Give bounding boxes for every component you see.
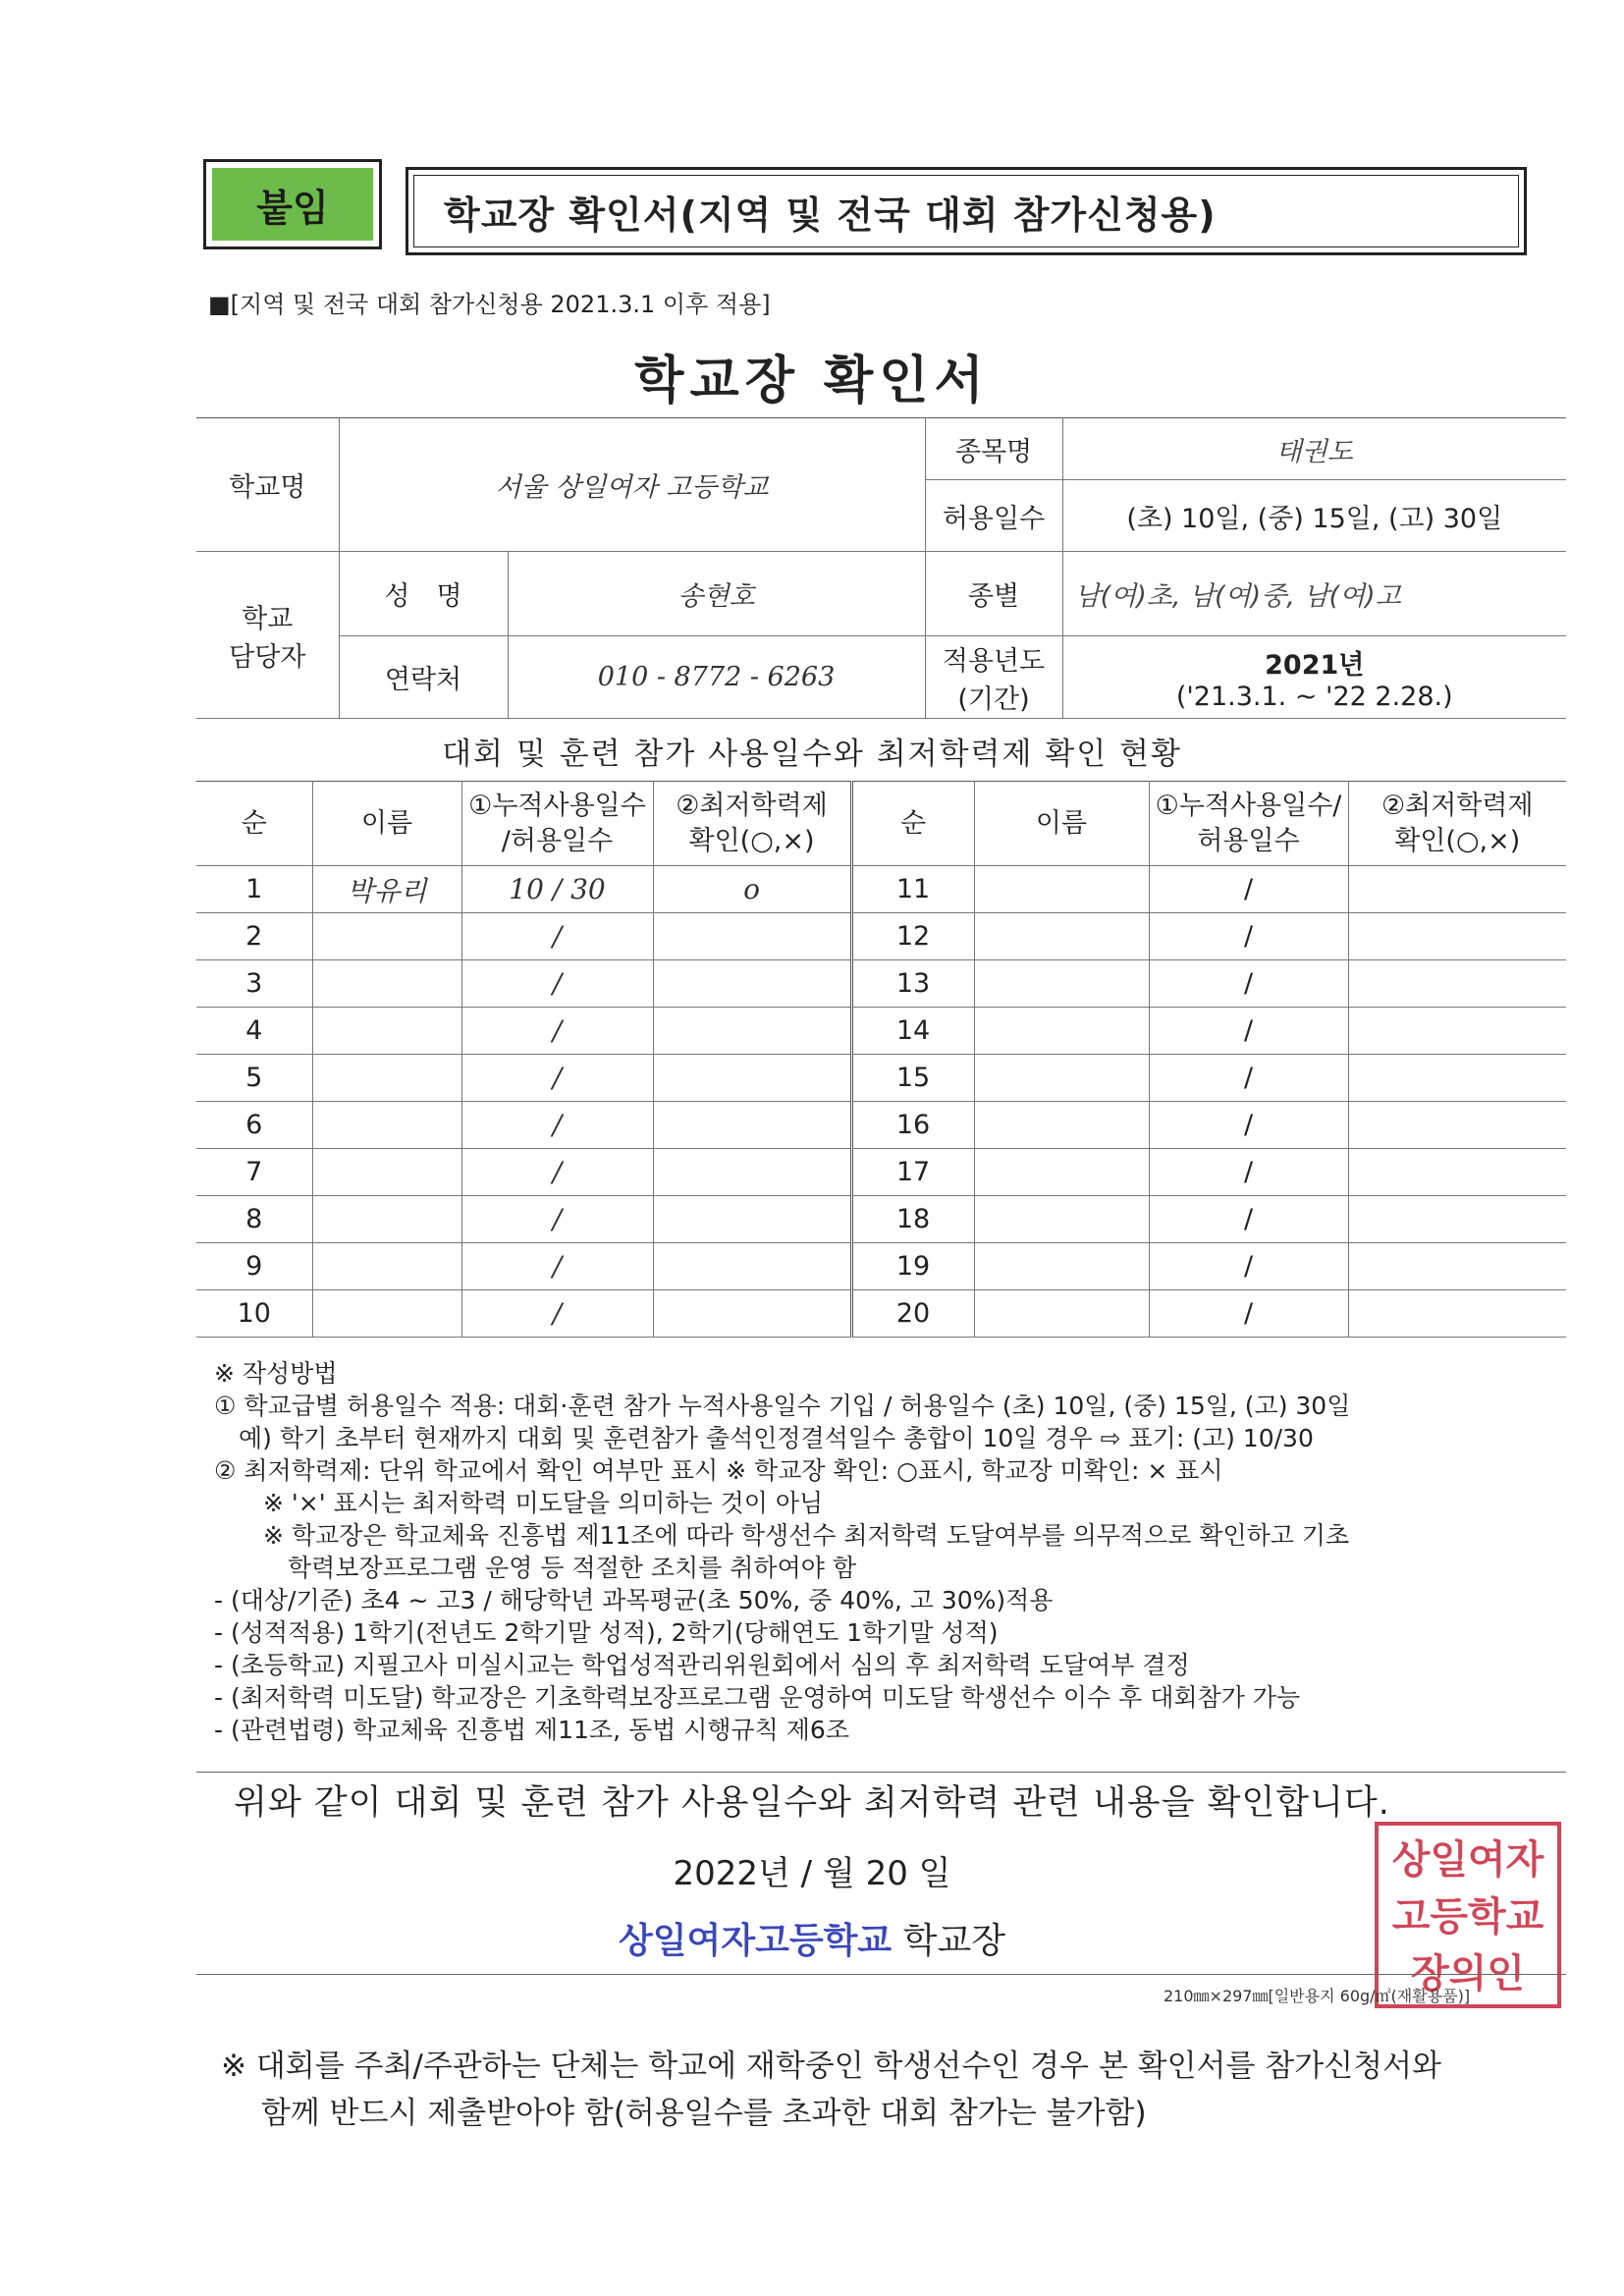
row-min — [653, 1055, 851, 1102]
year-value-line1: 2021년 — [1265, 649, 1365, 681]
signature-date: 2022년 / 월 20 일 — [673, 1854, 951, 1893]
row-name-2 — [974, 913, 1149, 960]
table-row — [196, 1196, 1566, 1243]
category-label: 종별 — [925, 552, 1062, 636]
col-header-min-2-l1: ②최저학력제 — [1380, 791, 1534, 822]
allowed-days-value: (초) 10일, (중) 15일, (고) 30일 — [1062, 480, 1566, 552]
row-name — [312, 1243, 461, 1290]
manager-name-label: 성 명 — [339, 552, 508, 636]
seal-line-3: 장의인 — [1411, 1951, 1525, 1996]
sport-label: 종목명 — [925, 418, 1062, 480]
row-num: 7 — [196, 1149, 312, 1196]
col-header-days-2-l2: 허용일수 — [1197, 825, 1300, 856]
row-min-2 — [1348, 1196, 1566, 1243]
manager-label — [196, 552, 339, 719]
instructions — [214, 1357, 1569, 1746]
signer-school: 상일여자고등학교 — [619, 1921, 893, 1961]
row-name-2 — [974, 1055, 1149, 1102]
row-num-2: 19 — [851, 1243, 974, 1290]
attachment-badge — [203, 159, 382, 249]
section-title: 대회 및 훈련 참가 사용일수와 최저학력제 확인 현황 — [442, 737, 1182, 772]
contact-label: 연락처 — [339, 636, 508, 719]
row-days-2: / — [1149, 866, 1348, 913]
row-num-2: 18 — [851, 1196, 974, 1243]
col-header-days — [461, 782, 653, 866]
row-name — [312, 1290, 461, 1338]
row-min — [653, 913, 851, 960]
instruction-line: - (대상/기준) 초4 ~ 고3 / 해당학년 과목평균(초 50%, 중 40%, 고 30%)적용 — [214, 1586, 1054, 1614]
row-name — [312, 960, 461, 1008]
row-min — [653, 1008, 851, 1055]
instruction-line: - (초등학교) 지필고사 미실시교는 학업성적관리위원회에서 심의 후 최저학력 도달여부 결정 — [214, 1651, 1190, 1679]
col-header-name-2: 이름 — [974, 782, 1149, 866]
row-min-2 — [1348, 1055, 1566, 1102]
row-min: o — [653, 866, 851, 913]
col-header-min-l2: 확인(○,×) — [688, 825, 815, 856]
row-min — [653, 1243, 851, 1290]
col-header-min — [653, 782, 851, 866]
confirmation-statement: 위와 같이 대회 및 훈련 참가 사용일수와 최저학력 관련 내용을 확인합니다. — [234, 1783, 1390, 1823]
attachment-badge-label: 붙임 — [212, 168, 373, 241]
document-header-box — [406, 167, 1527, 255]
row-name-2 — [974, 1149, 1149, 1196]
instruction-line: - (성적적용) 1학기(전년도 2학기말 성적), 2학기(당해연도 1학기말 성적) — [214, 1618, 999, 1647]
instruction-line: ※ '×' 표시는 최저학력 미도달을 의미하는 것이 아님 — [214, 1489, 824, 1517]
row-name: 박유리 — [312, 866, 461, 913]
table-row — [196, 913, 1566, 960]
instruction-line: ② 최저학력제: 단위 학교에서 확인 여부만 표시 ※ 학교장 확인: ○표시, 학교장 미확인: × 표시 — [214, 1456, 1223, 1485]
col-header-min-2 — [1348, 782, 1566, 866]
row-num-2: 11 — [851, 866, 974, 913]
row-min — [653, 1149, 851, 1196]
row-min — [653, 1196, 851, 1243]
row-num: 3 — [196, 960, 312, 1008]
col-header-min-l1: ②최저학력제 — [676, 791, 828, 822]
row-name — [312, 1055, 461, 1102]
row-days-2: / — [1149, 1102, 1348, 1149]
table-row — [196, 1149, 1566, 1196]
col-header-name: 이름 — [312, 782, 461, 866]
signer-role: 학교장 — [892, 1921, 1005, 1961]
row-num-2: 20 — [851, 1290, 974, 1338]
instruction-line: ※ 학교장은 학교체육 진흥법 제11조에 따라 학생선수 최저학력 도달여부를 의무적으로 확인하고 기초 — [214, 1521, 1350, 1550]
row-days-2: / — [1149, 1008, 1348, 1055]
year-value — [1062, 636, 1566, 719]
row-days-2: / — [1149, 1290, 1348, 1338]
seal-line-2: 고등학교 — [1391, 1894, 1544, 1940]
table-row — [196, 1102, 1566, 1149]
row-num-2: 12 — [851, 913, 974, 960]
row-name-2 — [974, 1102, 1149, 1149]
row-name-2 — [974, 1196, 1149, 1243]
row-min-2 — [1348, 1008, 1566, 1055]
table-row — [196, 866, 1566, 913]
col-header-min-2-l2: 확인(○,×) — [1394, 825, 1521, 856]
col-header-days-l1: ①누적사용일수 — [468, 791, 646, 822]
table-row — [196, 1008, 1566, 1055]
row-days-2: / — [1149, 1055, 1348, 1102]
year-label — [925, 636, 1062, 719]
row-num-2: 13 — [851, 960, 974, 1008]
school-name-label: 학교명 — [196, 418, 339, 552]
row-num: 6 — [196, 1102, 312, 1149]
row-min-2 — [1348, 1102, 1566, 1149]
manager-label-line1: 학교 — [242, 603, 294, 634]
instruction-line: - (관련법령) 학교체육 진흥법 제11조, 동법 시행규칙 제6조 — [214, 1716, 849, 1744]
row-num: 9 — [196, 1243, 312, 1290]
table-row — [196, 1055, 1566, 1102]
row-days: / — [461, 1290, 653, 1338]
row-days: 10 / 30 — [461, 866, 653, 913]
manager-label-line2: 담당자 — [229, 641, 306, 673]
row-num: 8 — [196, 1196, 312, 1243]
allowed-days-label: 허용일수 — [925, 480, 1062, 552]
row-days-2: / — [1149, 1243, 1348, 1290]
instruction-line: - (최저학력 미도달) 학교장은 기초학력보장프로그램 운영하여 미도달 학생선수 이수 후 대회참가 가능 — [214, 1683, 1301, 1712]
row-min-2 — [1348, 1290, 1566, 1338]
row-num: 1 — [196, 866, 312, 913]
table-row — [196, 960, 1566, 1008]
row-days: / — [461, 1243, 653, 1290]
row-days: / — [461, 1008, 653, 1055]
contact-value: 010 - 8772 - 6263 — [508, 636, 925, 719]
school-name-value: 서울 상일여자 고등학교 — [339, 418, 925, 552]
row-name-2 — [974, 1008, 1149, 1055]
row-days: / — [461, 913, 653, 960]
col-header-num-2: 순 — [851, 782, 974, 866]
row-name — [312, 1149, 461, 1196]
row-num: 4 — [196, 1008, 312, 1055]
row-min — [653, 960, 851, 1008]
row-min-2 — [1348, 1243, 1566, 1290]
seal-line-1: 상일여자 — [1391, 1837, 1544, 1883]
row-num: 2 — [196, 913, 312, 960]
submission-note — [221, 2043, 1556, 2137]
row-name-2 — [974, 1290, 1149, 1338]
row-days: / — [461, 1196, 653, 1243]
row-min-2 — [1348, 1149, 1566, 1196]
row-name — [312, 913, 461, 960]
row-num: 5 — [196, 1055, 312, 1102]
footer-divider — [196, 1974, 1566, 1975]
submission-note-line1: ※ 대회를 주최/주관하는 단체는 학교에 재학중인 학생선수인 경우 본 확인서를 참가신청서와 — [221, 2049, 1441, 2084]
row-min-2 — [1348, 960, 1566, 1008]
official-seal — [1375, 1822, 1561, 2008]
period-value: ('21.3.1. ~ '22 2.28.) — [1175, 681, 1453, 712]
row-name — [312, 1008, 461, 1055]
category-value: 남(여)초, 남(여)중, 남(여)고 — [1062, 552, 1566, 636]
col-header-num: 순 — [196, 782, 312, 866]
row-num: 10 — [196, 1290, 312, 1338]
sport-value: 태권도 — [1062, 418, 1566, 480]
row-days: / — [461, 1102, 653, 1149]
row-name-2 — [974, 866, 1149, 913]
row-name-2 — [974, 960, 1149, 1008]
row-days-2: / — [1149, 1196, 1348, 1243]
paper-size-note: 210㎜×297㎜[일반용지 60g/㎡(재활용품)] — [1164, 1987, 1471, 2005]
school-info-table — [196, 417, 1566, 719]
row-min — [653, 1290, 851, 1338]
year-label-line2: (기간) — [957, 683, 1030, 715]
row-num-2: 15 — [851, 1055, 974, 1102]
row-num-2: 14 — [851, 1008, 974, 1055]
row-days: / — [461, 960, 653, 1008]
row-days-2: / — [1149, 960, 1348, 1008]
table-row — [196, 1243, 1566, 1290]
row-name — [312, 1102, 461, 1149]
applicability-note: ■[지역 및 전국 대회 참가신청용 2021.3.1 이후 적용] — [208, 291, 771, 318]
row-days-2: / — [1149, 913, 1348, 960]
row-min-2 — [1348, 913, 1566, 960]
submission-note-line2: 함께 반드시 제출받아야 함(허용일수를 초과한 대회 참가는 불가함) — [221, 2096, 1147, 2131]
instruction-line: 예) 학기 초부터 현재까지 대회 및 훈련참가 출석인정결석일수 총합이 10일 경우 ⇨ 표기: (고) 10/30 — [214, 1424, 1314, 1452]
table-row — [196, 1290, 1566, 1338]
page-title: 학교장 확인서 — [634, 352, 990, 410]
year-label-line1: 적용년도 — [942, 645, 1046, 677]
document-header-title: 학교장 확인서(지역 및 전국 대회 참가신청용) — [413, 175, 1519, 247]
row-name — [312, 1196, 461, 1243]
row-num-2: 16 — [851, 1102, 974, 1149]
row-min — [653, 1102, 851, 1149]
divider — [196, 1772, 1566, 1773]
row-name-2 — [974, 1243, 1149, 1290]
row-days: / — [461, 1149, 653, 1196]
col-header-days-2-l1: ①누적사용일수/ — [1155, 791, 1342, 822]
manager-name-value: 송현호 — [508, 552, 925, 636]
instruction-line: ① 학교급별 허용일수 적용: 대회·훈련 참가 누적사용일수 기입 / 허용일수 (초) 10일, (중) 15일, (고) 30일 — [214, 1392, 1351, 1420]
instruction-line: 학력보장프로그램 운영 등 적절한 조치를 취하여야 함 — [214, 1554, 856, 1582]
participation-table — [196, 781, 1566, 1338]
row-num-2: 17 — [851, 1149, 974, 1196]
col-header-days-2 — [1149, 782, 1348, 866]
instruction-line: ※ 작성방법 — [214, 1359, 338, 1388]
row-min-2 — [1348, 866, 1566, 913]
col-header-days-l2: /허용일수 — [501, 825, 614, 856]
row-days: / — [461, 1055, 653, 1102]
row-days-2: / — [1149, 1149, 1348, 1196]
